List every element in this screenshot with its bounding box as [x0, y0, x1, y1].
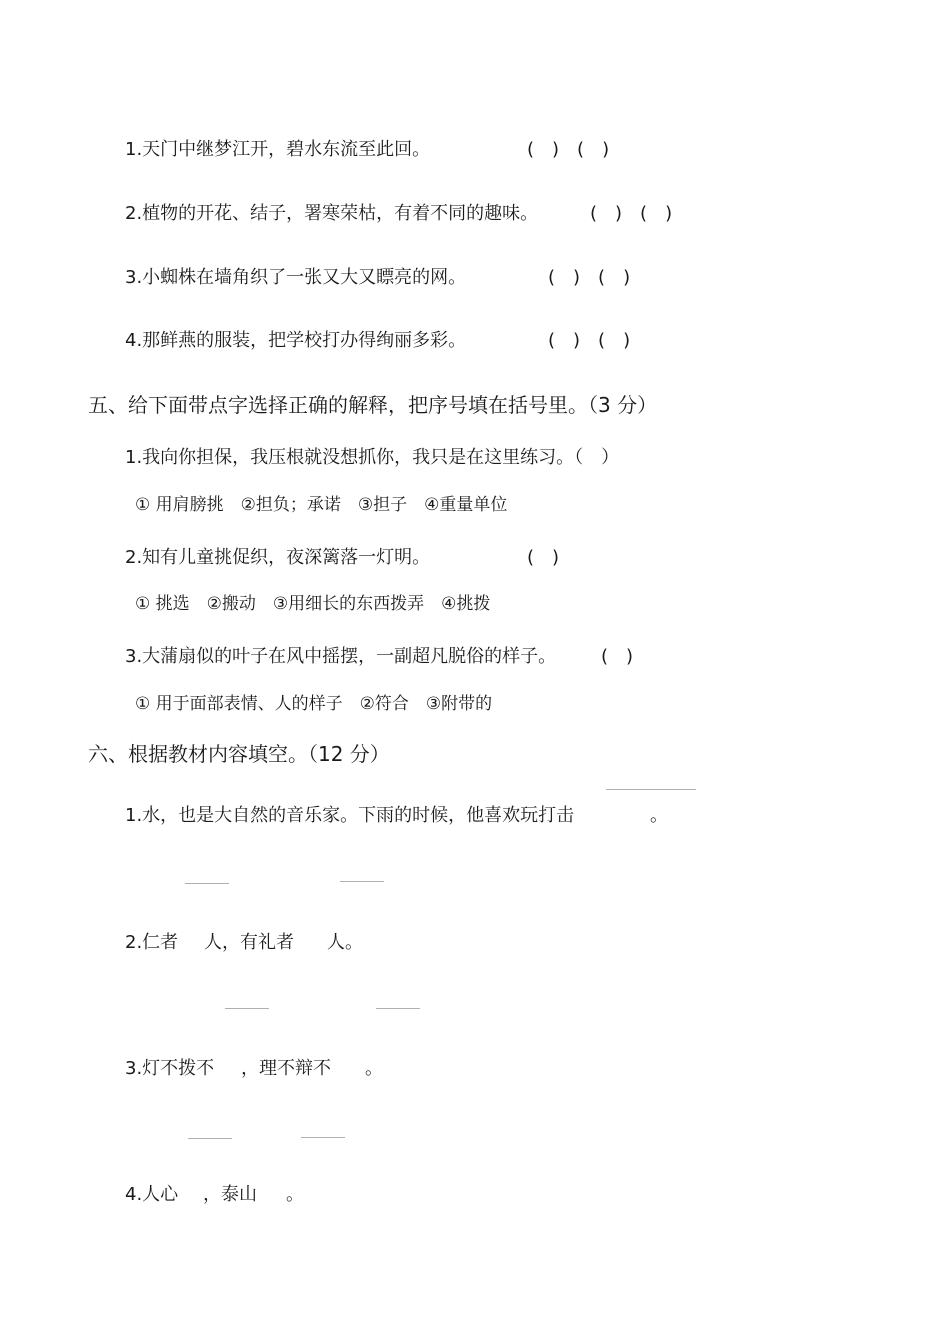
s5-options-1: ① 用肩膀挑 ②担负；承诺 ③担子 ④重量单位 [135, 495, 508, 515]
s6-item-3-blank-2[interactable] [376, 1008, 420, 1009]
section-5-title: 五、给下面带点字选择正确的解释，把序号填在括号里。（3 分） [88, 393, 658, 417]
s6-item-2-text-c: 人。 [327, 932, 363, 953]
s5-options-2: ① 挑选 ②搬动 ③用细长的东西拨弄 ④挑拨 [135, 594, 491, 614]
s4-item-3-text: 3.小蜘株在墙角织了一张又大又瞟亮的网。 [125, 267, 467, 288]
s5-answer-paren-2[interactable]: ( ) [527, 547, 560, 568]
s6-item-3-blank-1[interactable] [225, 1008, 269, 1009]
s6-item-4-text-a: 4.人心 [125, 1184, 179, 1205]
s6-item-3-text-a: 3.灯不拨不 [125, 1058, 215, 1079]
s6-item-1-text-a: 1.水，也是大自然的音乐家。下雨的时候，他喜欢玩打击 [125, 805, 575, 826]
s6-item-4-blank-1[interactable] [188, 1138, 232, 1139]
s4-item-2-text: 2.植物的开花、结子，署寒荣枯，有着不同的趣味。 [125, 203, 539, 224]
s6-item-3-text-c: 。 [365, 1058, 383, 1079]
s4-item-4-answer-parens[interactable]: ( ) ( ) [548, 330, 631, 351]
s6-item-3-text-b: ，理不辩不 [241, 1058, 331, 1079]
s4-item-1-answer-parens[interactable]: ( ) ( ) [527, 139, 610, 160]
s5-options-3: ① 用于面部表情、人的样子 ②符合 ③附带的 [135, 694, 493, 714]
s6-item-4-text-b: ，泰山 [203, 1184, 257, 1205]
s6-item-1-blank[interactable] [606, 789, 696, 790]
s6-item-2-blank-1[interactable] [185, 883, 229, 884]
s4-item-3-answer-parens[interactable]: ( ) ( ) [548, 267, 631, 288]
s6-item-4-text-c: 。 [286, 1184, 304, 1205]
s5-question-3: 3.大蒲扇似的叶子在风中摇摆，一副超凡脱俗的样子。 [125, 646, 557, 667]
s5-answer-paren-3[interactable]: ( ) [601, 646, 634, 667]
s5-question-2: 2.知有儿童挑促织，夜深篱落一灯明。 [125, 547, 431, 568]
s4-item-4-text: 4.那鲜燕的服装，把学校打办得绚丽多彩。 [125, 330, 467, 351]
s6-item-2-text-b: 人，有礼者 [204, 932, 294, 953]
s6-item-2-blank-2[interactable] [340, 881, 384, 882]
s4-item-1-text: 1.天门中继梦江开，碧水东流至此回。 [125, 139, 431, 160]
s6-item-1-text-b: 。 [650, 805, 668, 826]
section-6-title: 六、根据教材内容填空。（12 分） [88, 742, 390, 766]
s6-item-4-blank-2[interactable] [301, 1137, 345, 1138]
s5-question-1: 1.我向你担保，我压根就没想抓你，我只是在这里练习。（ ） [125, 447, 620, 468]
s4-item-2-answer-parens[interactable]: ( ) ( ) [590, 203, 673, 224]
s6-item-2-text-a: 2.仁者 [125, 932, 179, 953]
